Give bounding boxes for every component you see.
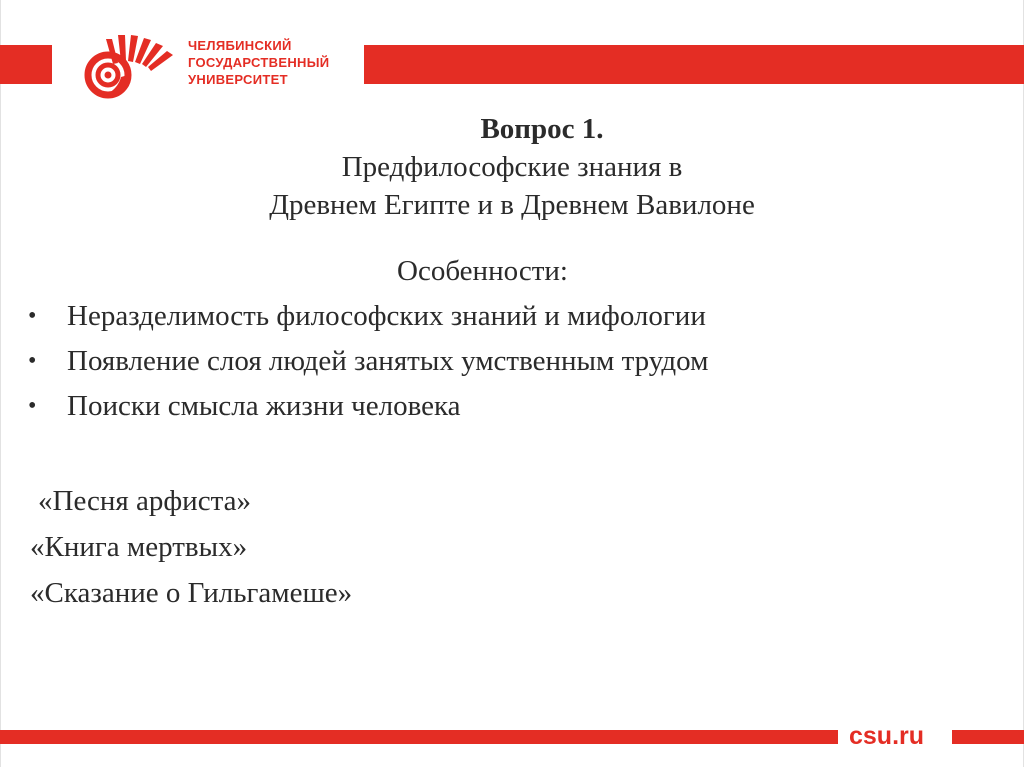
list-item	[28, 342, 708, 387]
work-title: «Песня арфиста»	[38, 485, 251, 517]
header-bar-right	[364, 45, 1024, 84]
list-item-text: Появление слоя людей занятых умственным трудом	[67, 345, 709, 377]
university-name-line-3: УНИВЕРСИТЕТ	[188, 72, 288, 87]
list-item-text: Неразделимость философских знаний и мифологии	[67, 300, 706, 332]
slide-title	[0, 110, 1024, 224]
footer-bar-left	[0, 730, 838, 744]
work-title: «Книга мертвых»	[30, 531, 248, 563]
university-name-line-2: ГОСУДАРСТВЕННЫЙ	[188, 55, 330, 70]
list-item	[28, 387, 708, 432]
list-item-text: Поиски смысла жизни человека	[67, 390, 461, 422]
bullet-icon: •	[28, 393, 37, 419]
header-bar-left	[0, 45, 52, 84]
footer-bar-right	[952, 730, 1024, 744]
work-title: «Сказание о Гильгамеше»	[30, 577, 353, 609]
title-line-2: Предфилософские знания в	[341, 151, 683, 183]
works-list	[30, 478, 352, 616]
site-link[interactable]: csu.ru	[849, 722, 925, 750]
bullet-icon: •	[28, 348, 37, 374]
features-heading: Особенности:	[397, 255, 568, 287]
university-name	[188, 37, 329, 88]
spiral-logo-icon	[78, 33, 178, 99]
title-line-3: Древнем Египте и в Древнем Вавилоне	[269, 189, 755, 221]
university-name-line-1: ЧЕЛЯБИНСКИЙ	[188, 38, 292, 53]
features-list	[28, 297, 708, 432]
question-number: Вопрос 1.	[480, 113, 604, 145]
list-item	[28, 297, 708, 342]
bullet-icon: •	[28, 303, 37, 329]
